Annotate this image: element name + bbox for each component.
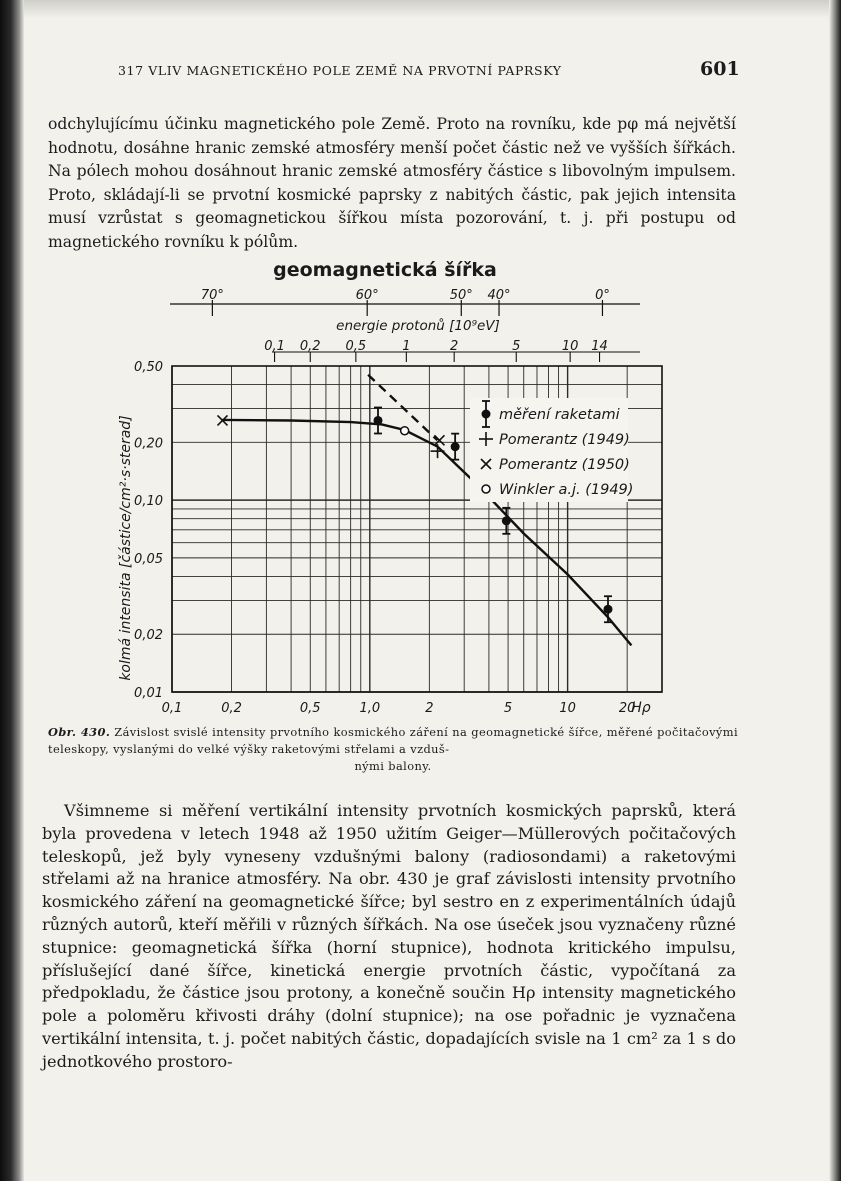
legend-label: Pomerantz (1949) [499,432,630,448]
latitude-tick-label: 40° [487,288,511,303]
caption-text: Závislost svislé intensity prvotního kosmického záření na geomagnetické šířce, měřené počitačovými teleskopy, vyslanými do velké výšky raketovými střelami a vzduš- [48,725,738,756]
energy-tick-label: 0,1 [264,339,285,354]
legend-label: měření raketami [499,407,620,423]
x-tick-label: 0,5 [299,701,321,716]
legend-marker-0 [482,410,491,419]
energy-axis-label: energie protonů [10⁹eV] [336,318,500,334]
x-tick-label: 1,0 [359,701,381,716]
energy-tick-label: 2 [450,339,459,354]
latitude-tick-label: 50° [449,288,473,303]
legend-label: Pomerantz (1950) [499,457,630,473]
caption-end: nými balony. [354,759,432,773]
y-axis-label: kolmá intensita [částice/cm²·s·sterad] [118,415,134,681]
energy-tick-label: 1 [402,339,411,354]
running-head: 317 VLIV MAGNETICKÉHO POLE ZEMĚ NA PRVOTNÍ PAPRSKY [118,63,562,78]
x-tick-label: 5 [503,701,513,716]
latitude-tick-label: 0° [595,288,610,303]
energy-tick-label: 14 [591,339,608,354]
paragraph-intro: odchylujícímu účinku magnetického pole Země. Proto na rovníku, kde pφ má největší hodnotu, dosáhne hranic zemské atmosféry menší počet částic než ve vyšších šířkách. Na pólech mohou dosáhnout hranic zemské atmosféry částice s libovolným impulsem. Proto, skládají-li se prvotní kosmické paprsky z nabitých částic, pak jejich intensita musí vzrůstat s geomagnetickou šířkou místa pozorování, t. j. při postupu od magnetického rovníku k pólům. [48,115,736,251]
x-tick-label: 20 [618,701,636,716]
data-point-series-0 [451,442,460,451]
x-tick-label: 0,2 [221,701,242,716]
y-tick-label: 0,02 [134,628,163,644]
y-tick-label: 0,50 [134,360,163,375]
figure-caption [48,724,738,775]
paragraph-main: Všimneme si měření vertikální intensity prvotních kosmických paprsků, která byla provedena v letech 1948 až 1950 užitím Geiger—Müllerových počitačových teleskopů, jež byly vyneseny vzdušnými balony (radiosondami) a raketovými střelami až na hranice atmosféry. Na obr. 430 je graf závislosti intensity prvotního kosmického záření na geomagnetické šířce; byl sestro en z experimentálních údajů různých autorů, kteří měřili v různých šířkách. Na ose úseček jsou vyznačeny různé stupnice: geomagnetická šířka (horní stupnice), hodnota kritického impulsu, příslušející dané šířce, kinetická energie prvotních částic, vypočítaná za předpokladu, že částice jsou protony, a konečně součin Hρ intensity magnetického pole a poloměru křivosti dráhy (dolní stupnice); na ose pořadnic je vyznačena vertikální intensita, t. j. počet nabitých částic, dopadajících svisle na 1 cm² za 1 s do jednotkového prostoro- [42,801,736,1071]
y-tick-label: 0,10 [134,494,163,510]
data-point-series-0 [603,605,612,614]
x-tick-label: 10 [559,701,576,716]
y-tick-label: 0,05 [134,551,163,567]
energy-tick-label: 10 [561,339,579,354]
caption-label: Obr. 430. [48,725,111,739]
data-point-series-0 [502,516,511,525]
chart-title: geomagnetická šířka [273,259,497,281]
legend-label: Winkler a.j. (1949) [499,482,634,498]
data-point-series-3 [401,427,409,435]
data-point-series-0 [373,416,382,425]
latitude-tick-label: 70° [200,288,224,303]
latitude-tick-label: 60° [355,288,379,303]
x-tick-label: 2 [425,701,434,716]
energy-tick-label: 0,5 [345,339,367,354]
x-axis-label: Hρ [631,700,651,716]
x-tick-label: 0,1 [161,701,183,716]
legend-marker-3 [482,485,490,493]
y-tick-label: 0,20 [134,436,163,452]
energy-tick-label: 5 [512,339,521,354]
y-tick-label: 0,01 [134,686,163,701]
energy-tick-label: 0,2 [299,339,321,354]
page-number: 601 [700,58,740,80]
